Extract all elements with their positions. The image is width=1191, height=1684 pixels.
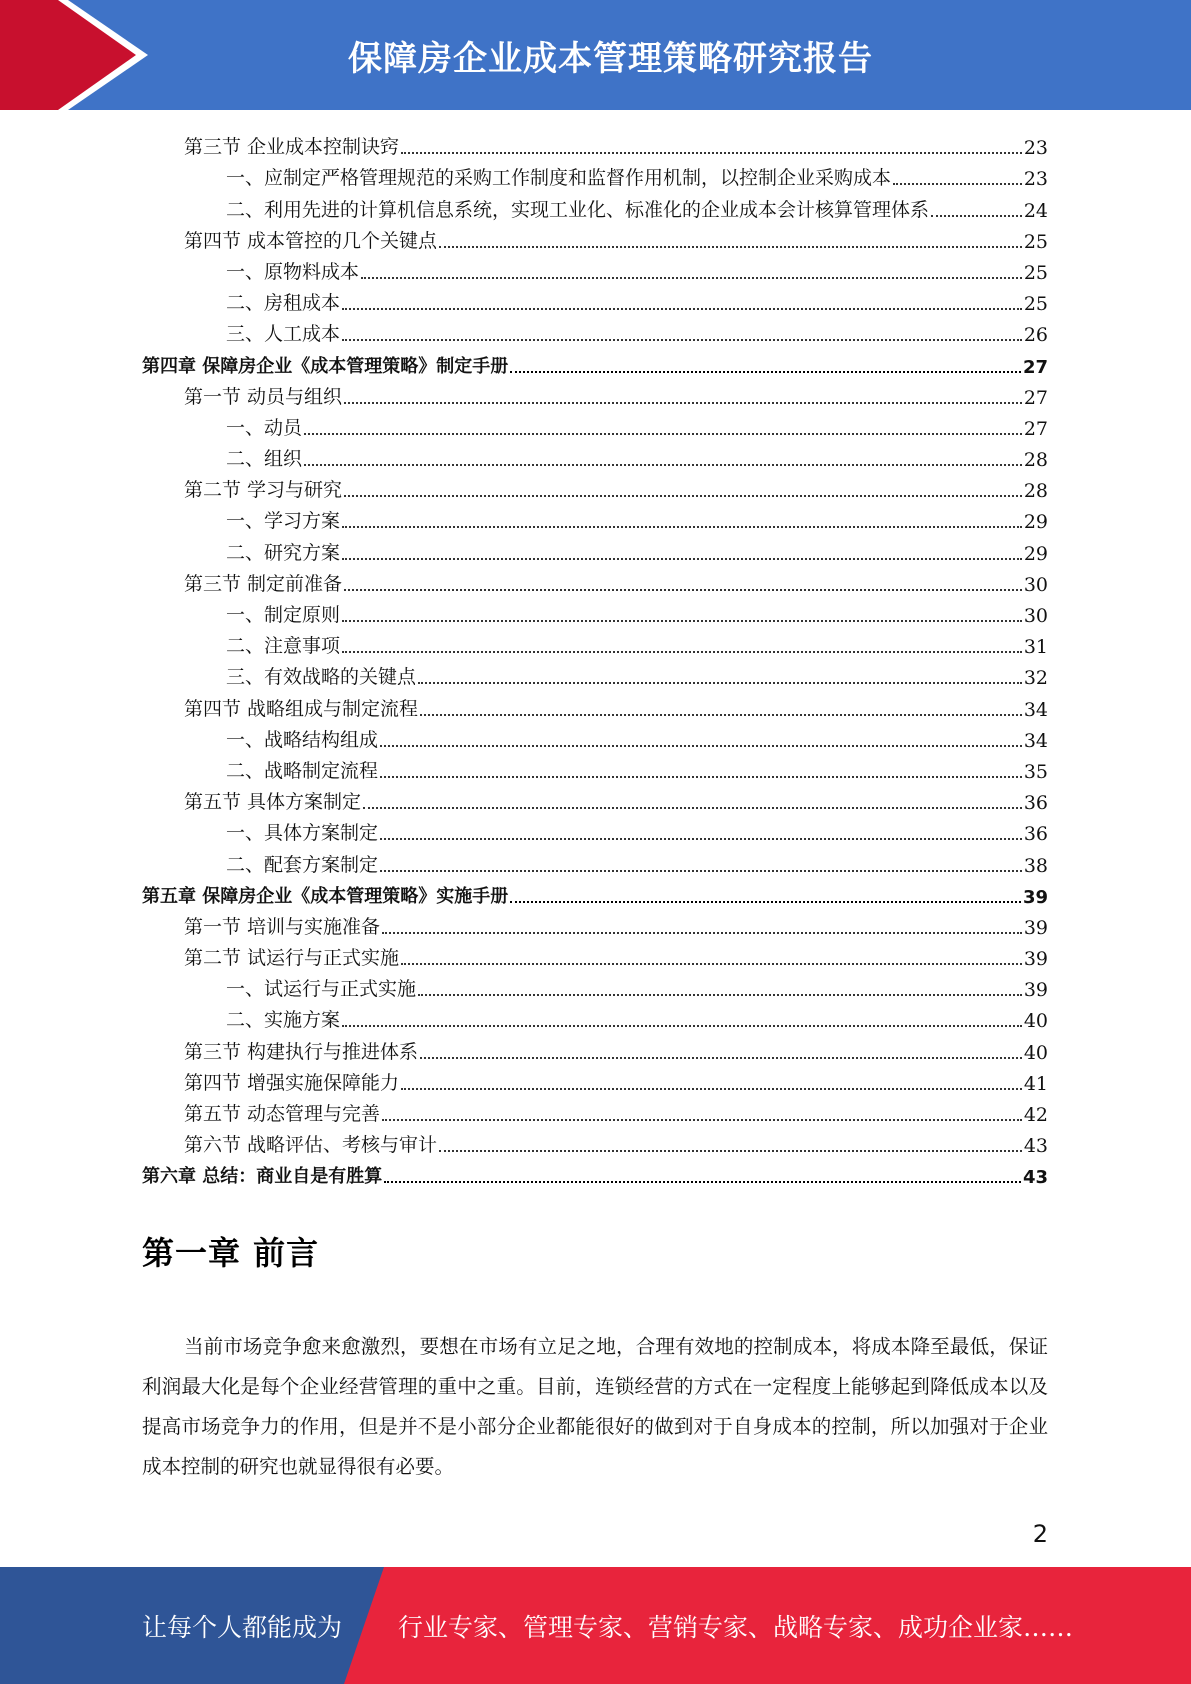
toc-dot-leader <box>420 1056 1022 1059</box>
toc-page-number: 29 <box>1023 511 1048 534</box>
toc-chapter-row[interactable] <box>142 877 1048 908</box>
toc-dot-leader <box>380 837 1022 840</box>
toc-dot-leader <box>342 619 1022 622</box>
toc-page-number: 36 <box>1023 823 1048 846</box>
toc-entry-label: 第五章 保障房企业《成本管理策略》实施手册 <box>142 885 509 907</box>
toc-section-row[interactable] <box>142 783 1048 814</box>
toc-page-number: 34 <box>1023 698 1048 721</box>
toc-page-number: 42 <box>1023 1104 1048 1126</box>
toc-section-row[interactable] <box>142 939 1048 970</box>
table-of-contents <box>142 128 1048 1188</box>
toc-entry-label: 二、利用先进的计算机信息系统，实现工业化、标准化的企业成本会计核算管理体系 <box>226 198 930 221</box>
toc-page-number: 30 <box>1023 573 1048 596</box>
toc-entry-label: 一、具体方案制定 <box>226 822 379 845</box>
toc-dot-leader <box>344 401 1022 404</box>
toc-item-row[interactable] <box>142 658 1048 689</box>
toc-item-row[interactable] <box>142 721 1048 752</box>
toc-dot-leader <box>510 900 1021 903</box>
toc-entry-label: 一、制定原则 <box>226 604 341 626</box>
toc-dot-leader <box>380 744 1022 747</box>
toc-entry-label: 二、配套方案制定 <box>226 853 379 876</box>
toc-entry-label: 三、有效战略的关键点 <box>226 666 417 689</box>
toc-page-number: 27 <box>1023 386 1048 409</box>
toc-dot-leader <box>361 276 1022 279</box>
toc-chapter-row[interactable] <box>142 346 1048 377</box>
toc-dot-leader <box>344 494 1022 497</box>
toc-dot-leader <box>384 1180 1021 1183</box>
toc-page-number: 39 <box>1023 979 1048 1002</box>
page-number: 2 <box>1032 1520 1048 1548</box>
toc-dot-leader <box>893 182 1022 185</box>
toc-dot-leader <box>304 463 1022 466</box>
toc-page-number: 43 <box>1023 1135 1048 1158</box>
toc-page-number: 43 <box>1022 1167 1048 1189</box>
toc-dot-leader <box>510 370 1021 373</box>
toc-page-number: 25 <box>1023 261 1048 284</box>
toc-page-number: 30 <box>1023 605 1048 627</box>
toc-section-row[interactable] <box>142 1095 1048 1126</box>
toc-item-row[interactable] <box>142 409 1048 440</box>
toc-page-number: 27 <box>1022 356 1048 378</box>
toc-entry-label: 一、战略结构组成 <box>226 728 379 751</box>
toc-entry-label: 第四章 保障房企业《成本管理策略》制定手册 <box>142 355 509 377</box>
toc-section-row[interactable] <box>142 1126 1048 1157</box>
toc-item-row[interactable] <box>142 1001 1048 1032</box>
toc-dot-leader <box>344 588 1022 591</box>
document-title: 保障房企业成本管理策略研究报告 <box>348 38 873 79</box>
toc-dot-leader <box>401 1087 1022 1090</box>
body-paragraph: 当前市场竞争愈来愈激烈，要想在市场有立足之地，合理有效地的控制成本，将成本降至最低，保证利润最大化是每个企业经营管理的重中之重。目前，连锁经营的方式在一定程度上能够起到降低成本以及提高市场竞争力的作用，但是并不是小部分企业都能很好的做到对于自身成本的控制，所以加强对于企业成本控制的研究也就显得很有必要。 <box>142 1335 1048 1478</box>
toc-page-number: 31 <box>1023 636 1048 659</box>
toc-page-number: 39 <box>1023 916 1048 939</box>
toc-dot-leader <box>380 869 1022 872</box>
toc-page-number: 25 <box>1023 293 1048 316</box>
toc-page-number: 41 <box>1023 1072 1048 1095</box>
toc-page-number: 39 <box>1023 948 1048 971</box>
toc-chapter-row[interactable] <box>142 1157 1048 1188</box>
toc-item-row[interactable] <box>142 627 1048 658</box>
toc-page-number: 25 <box>1023 230 1048 253</box>
toc-entry-label: 一、动员 <box>226 416 303 439</box>
toc-item-row[interactable] <box>142 502 1048 533</box>
toc-entry-label: 第四节 成本管控的几个关键点 <box>184 229 438 252</box>
toc-item-row[interactable] <box>142 845 1048 876</box>
toc-section-row[interactable] <box>142 908 1048 939</box>
toc-dot-leader <box>382 1118 1022 1121</box>
toc-page-number: 39 <box>1022 886 1048 908</box>
toc-dot-leader <box>382 931 1022 934</box>
toc-dot-leader <box>304 432 1022 435</box>
toc-entry-label: 二、房租成本 <box>226 292 341 315</box>
toc-dot-leader <box>418 993 1022 996</box>
toc-entry-label: 二、战略制定流程 <box>226 759 379 782</box>
toc-entry-label: 第三节 企业成本控制诀窍 <box>184 136 400 159</box>
toc-entry-label: 二、组织 <box>226 448 303 471</box>
toc-entry-label: 第五节 具体方案制定 <box>184 791 362 814</box>
toc-item-row[interactable] <box>142 596 1048 627</box>
toc-entry-label: 第四节 增强实施保障能力 <box>184 1071 400 1094</box>
footer-slogan-left: 让每个人都能成为 <box>142 1612 343 1642</box>
toc-page-number: 26 <box>1023 324 1048 347</box>
toc-item-row[interactable] <box>142 284 1048 315</box>
toc-dot-leader <box>418 681 1022 684</box>
toc-item-row[interactable] <box>142 752 1048 783</box>
toc-item-row[interactable] <box>142 315 1048 346</box>
toc-entry-label: 一、原物料成本 <box>226 260 360 283</box>
page-header <box>0 0 1191 110</box>
toc-section-row[interactable] <box>142 1032 1048 1063</box>
toc-section-row[interactable] <box>142 128 1048 159</box>
toc-entry-label: 一、试运行与正式实施 <box>226 978 417 1001</box>
toc-entry-label: 第四节 战略组成与制定流程 <box>184 697 419 720</box>
toc-page-number: 28 <box>1023 480 1048 503</box>
toc-dot-leader <box>363 806 1022 809</box>
toc-page-number: 32 <box>1023 667 1048 690</box>
toc-section-row[interactable] <box>142 378 1048 409</box>
toc-page-number: 40 <box>1023 1041 1048 1064</box>
toc-entry-label: 第二节 学习与研究 <box>184 479 343 502</box>
toc-page-number: 23 <box>1023 137 1048 160</box>
toc-page-number: 36 <box>1023 792 1048 815</box>
toc-section-row[interactable] <box>142 1064 1048 1095</box>
toc-page-number: 34 <box>1023 729 1048 752</box>
toc-dot-leader <box>401 962 1022 965</box>
toc-entry-label: 第六节 战略评估、考核与审计 <box>184 1134 438 1157</box>
toc-page-number: 40 <box>1023 1010 1048 1033</box>
toc-entry-label: 第五节 动态管理与完善 <box>184 1103 381 1125</box>
toc-section-row[interactable] <box>142 689 1048 720</box>
toc-entry-label: 二、实施方案 <box>226 1009 341 1032</box>
toc-dot-leader <box>439 1149 1022 1152</box>
toc-dot-leader <box>342 557 1022 560</box>
toc-dot-leader <box>342 525 1022 528</box>
toc-section-row[interactable] <box>142 565 1048 596</box>
toc-item-row[interactable] <box>142 190 1048 221</box>
toc-dot-leader <box>401 151 1022 154</box>
toc-page-number: 35 <box>1023 760 1048 783</box>
toc-entry-label: 一、学习方案 <box>226 510 341 533</box>
toc-page-number: 27 <box>1023 417 1048 440</box>
toc-entry-label: 第三节 构建执行与推进体系 <box>184 1040 419 1063</box>
page-footer <box>0 1567 1191 1684</box>
toc-dot-leader <box>420 713 1022 716</box>
toc-page-number: 23 <box>1023 168 1048 191</box>
toc-item-row[interactable] <box>142 533 1048 564</box>
toc-section-row[interactable] <box>142 471 1048 502</box>
toc-item-row[interactable] <box>142 440 1048 471</box>
toc-entry-label: 一、应制定严格管理规范的采购工作制度和监督作用机制，以控制企业采购成本 <box>226 167 892 190</box>
toc-entry-label: 第一节 培训与实施准备 <box>184 915 381 938</box>
toc-dot-leader <box>439 245 1022 248</box>
toc-item-row[interactable] <box>142 159 1048 190</box>
toc-page-number: 28 <box>1023 449 1048 472</box>
toc-entry-label: 二、注意事项 <box>226 635 341 658</box>
chapter-heading: 第一章 前言 <box>142 1234 320 1272</box>
toc-item-row[interactable] <box>142 253 1048 284</box>
toc-dot-leader <box>380 775 1022 778</box>
toc-entry-label: 三、人工成本 <box>226 323 341 346</box>
toc-dot-leader <box>342 307 1022 310</box>
toc-page-number: 24 <box>1023 199 1048 222</box>
toc-entry-label: 第六章 总结：商业自是有胜算 <box>142 1166 383 1188</box>
toc-dot-leader <box>342 338 1022 341</box>
toc-page-number: 38 <box>1023 854 1048 877</box>
toc-entry-label: 第三节 制定前准备 <box>184 572 343 595</box>
toc-section-row[interactable] <box>142 222 1048 253</box>
toc-entry-label: 二、研究方案 <box>226 541 341 564</box>
toc-item-row[interactable] <box>142 970 1048 1001</box>
toc-dot-leader <box>342 650 1022 653</box>
footer-slogan-right: 行业专家、管理专家、营销专家、战略专家、成功企业家…… <box>398 1612 1074 1642</box>
toc-entry-label: 第一节 动员与组织 <box>184 385 343 408</box>
toc-dot-leader <box>931 214 1022 217</box>
toc-item-row[interactable] <box>142 814 1048 845</box>
toc-entry-label: 第二节 试运行与正式实施 <box>184 947 400 970</box>
toc-dot-leader <box>342 1024 1022 1027</box>
toc-page-number: 29 <box>1023 542 1048 565</box>
